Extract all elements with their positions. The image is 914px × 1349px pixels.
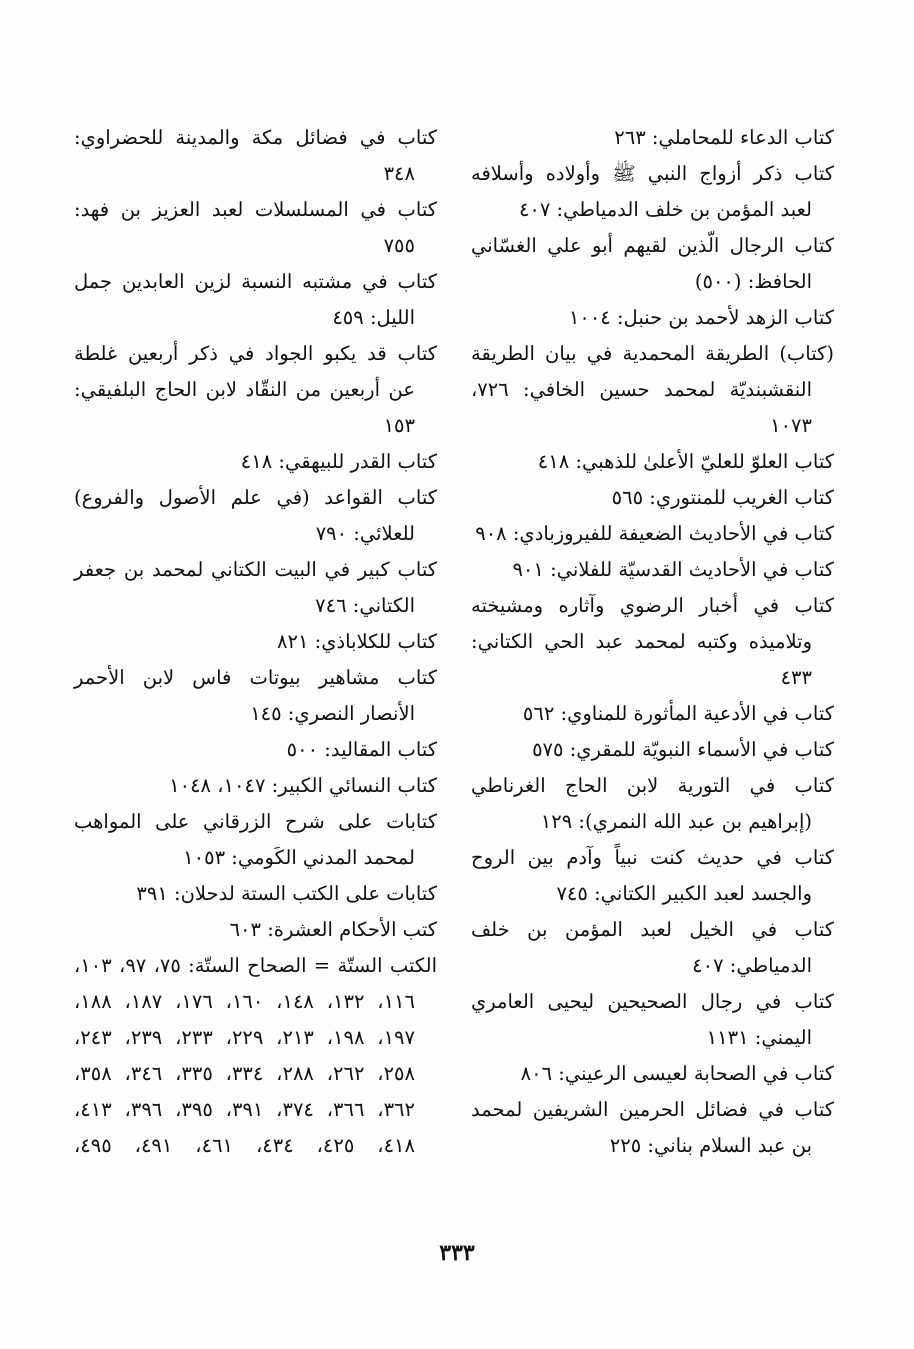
index-entry: كتاب في الصحابة لعيسى الرعيني: ٨٠٦: [520, 1062, 834, 1085]
index-entry: كتاب في الأحاديث الضعيفة للفيروزبادي: ٩٠٨: [475, 522, 834, 545]
index-entry: كتاب في رجال الصحيحين ليحيى العامري اليمني: ١١٣١: [471, 990, 834, 1049]
index-entry: كتاب المقاليد: ٥٠٠: [286, 738, 437, 761]
page-number: ٣٣٣: [439, 1240, 475, 1266]
index-entry: كتابات على شرح الزرقاني على المواهب لمحمد المدني الكَومي: ١٠٥٣: [74, 810, 437, 869]
left-column: [74, 120, 437, 1230]
index-entry: كتاب قد يكبو الجواد في ذكر أربعين غلطة عن أربعين من النقّاد لابن الحاج البلفيقي: ١٥٣: [74, 342, 437, 437]
index-entry: كتاب القدر للبيهقي: ٤١٨: [240, 450, 437, 473]
index-entry: كتاب الغريب للمنتوري: ٥٦٥: [611, 486, 834, 509]
index-entry: كتاب في فضائل الحرمين الشريفين لمحمد بن عبد السلام بناني: ٢٢٥: [471, 1098, 834, 1157]
index-entry: كتاب في فضائل مكة والمدينة للحضراوي: ٣٤٨: [74, 126, 437, 185]
index-entry: كتاب في حديث كنت نبياً وآدم بين الروح والجسد لعبد الكبير الكتاني: ٧٤٥: [471, 846, 834, 905]
index-entry: كتاب القواعد (في علم الأصول والفروع) للعلائي: ٧٩٠: [74, 486, 437, 545]
index-entry: كتب الأحكام العشرة: ٦٠٣: [229, 918, 437, 941]
right-column: [471, 120, 834, 1230]
index-entry: كتاب في الأحاديث القدسيّة للفلاني: ٩٠١: [512, 558, 834, 581]
index-entry: كتاب الرجال الّذين لقيهم أبو علي الغسّاني الحافظ: (٥٠٠): [471, 234, 834, 293]
index-entry-page-list: الكتب الستّة = الصحاح الستّة: ٧٥، ٩٧، ١٠٣، ١١٦، ١٣٢، ١٤٨، ١٦٠، ١٧٦، ١٨٧، ١٨٨، ١٩٧، ١٩٨، ٢١٣، ٢٢٩، ٢٣٣، ٢٣٩، ٢٤٣، ٢٥٨، ٢٦٢، ٢٨٨، ٣٣٤، ٣٣٥، ٣٤٦، ٣٥٨، ٣٦٢، ٣٦٦، ٣٧٤، ٣٩١، ٣٩٥، ٣٩٦، ٤١٣، ٤١٨، ٤٢٥، ٤٣٤، ٤٦١، ٤٩١، ٤٩٥،: [74, 954, 438, 1157]
index-entry: كتاب كبير في البيت الكتاني لمحمد بن جعفر الكتاني: ٧٤٦: [74, 558, 437, 617]
index-entry: كتاب في المسلسلات لعبد العزيز بن فهد: ٧٥٥: [74, 198, 437, 257]
index-entry: كتاب الزهد لأحمد بن حنبل: ١٠٠٤: [568, 306, 834, 329]
index-entry: كتاب ذكر أزواج النبي ﷺ وأولاده وأسلافه لعبد المؤمن بن خلف الدمياطي: ٤٠٧: [471, 162, 834, 221]
index-entry: كتاب للكلاباذي: ٨٢١: [277, 630, 437, 653]
index-entry: كتاب العلوّ للعليّ الأعلىٰ للذهبي: ٤١٨: [537, 450, 834, 473]
index-page: [74, 120, 834, 1230]
index-entry: كتاب في مشتبه النسبة لزين العابدين جمل الليل: ٤٥٩: [74, 270, 437, 329]
index-entry: كتاب في الأسماء النبويّة للمقري: ٥٧٥: [532, 738, 834, 761]
index-entry: كتاب في أخبار الرضوي وآثاره ومشيخته وتلاميذه وكتبه لمحمد عبد الحي الكتاني: ٤٣٣: [471, 594, 834, 689]
index-entry: كتاب في الخيل لعبد المؤمن بن خلف الدمياطي: ٤٠٧: [471, 918, 834, 977]
index-entry: كتاب مشاهير بيوتات فاس لابن الأحمر الأنصار النصري: ١٤٥: [74, 666, 437, 725]
index-entry: كتاب الدعاء للمحاملي: ٢٦٣: [614, 126, 834, 149]
index-entry: (كتاب) الطريقة المحمدية في بيان الطريقة النقشبنديّة لمحمد حسين الخافي: ٧٢٦، ١٠٧٣: [471, 342, 834, 437]
index-entry: كتاب في الأدعية المأثورة للمناوي: ٥٦٢: [522, 702, 834, 725]
index-entry: كتاب النسائي الكبير: ١٠٤٧، ١٠٤٨: [169, 774, 437, 797]
index-entry: كتابات على الكتب الستة لدحلان: ٣٩١: [136, 882, 437, 905]
index-entry: كتاب في التورية لابن الحاج الغرناطي (إبراهيم بن عبد الله النمري): ١٢٩: [471, 774, 834, 833]
